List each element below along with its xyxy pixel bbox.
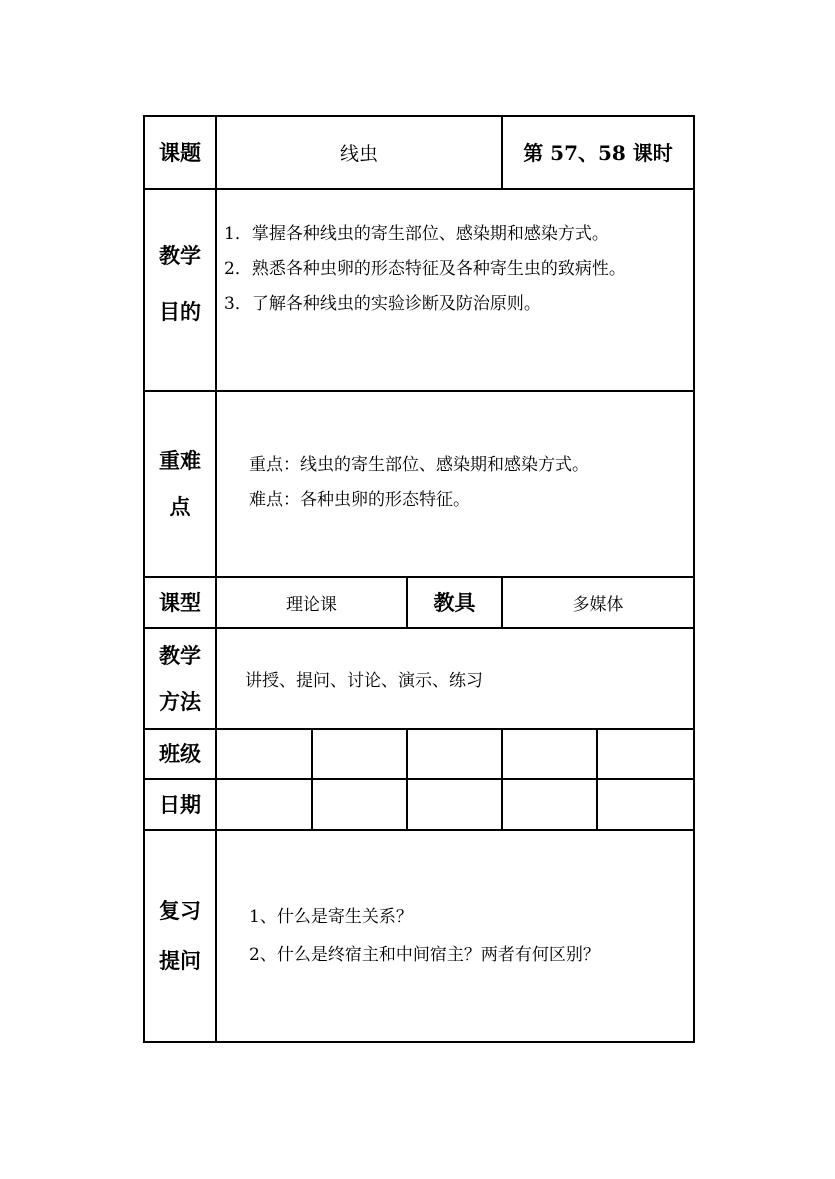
tools-label [408,578,501,627]
goal-item: 3．了解各种线虫的实验诊断及防治原则。 [224,294,541,314]
class-label [145,730,215,778]
topic-title-cell [217,117,501,188]
date-label [145,780,215,829]
row-divider [143,778,695,780]
class-label-text: 班级 [159,742,201,766]
review-label-line1: 复习 [159,899,201,923]
goals-label-line1: 教学 [159,244,201,268]
key-points [249,448,689,518]
goals-label [145,190,215,390]
method-label-line1: 教学 [159,643,201,668]
topic-label-text: 课题 [159,140,201,165]
review-questions [249,898,689,974]
method-label-line2: 方法 [159,689,201,714]
tools-label-text: 教具 [433,590,476,615]
tools-value: 多媒体 [572,595,624,615]
review-label-line2: 提问 [159,949,201,973]
goals-list [224,217,694,322]
date-label-text: 日期 [159,792,201,817]
key-point: 重点：线虫的寄生部位、感染期和感染方式。 [249,455,589,475]
goal-item: 1．掌握各种线虫的寄生部位、感染期和感染方式。 [224,224,609,244]
key-label [145,392,215,576]
topic-label [145,117,215,188]
review-label [145,831,215,1041]
tools-value-cell [503,578,693,627]
type-label-text: 课型 [159,590,201,615]
row-divider [143,390,695,392]
row-divider [143,188,695,190]
blank-cell-divider [311,728,313,830]
key-label-line1: 重难 [159,449,201,473]
review-question: 1、什么是寄生关系？ [249,907,413,927]
table-border-bottom [143,1041,695,1043]
row-divider [143,728,695,730]
blank-cell-divider [406,728,408,830]
method-value: 讲授、提问、讨论、演示、练习 [245,671,483,691]
type-label [145,578,215,627]
row-divider [143,829,695,831]
type-value: 理论课 [286,595,337,615]
type-value-cell [217,578,406,627]
key-label-line2: 点 [169,495,191,519]
period-cell [503,117,693,188]
method-label [145,629,215,728]
topic-title: 线虫 [339,143,378,165]
goal-item: 2．熟悉各种虫卵的形态特征及各种寄生虫的致病性。 [224,259,626,279]
method-value-cell [245,629,685,728]
review-question: 2、什么是终宿主和中间宿主？两者有何区别？ [249,945,600,965]
goals-label-line2: 目的 [159,300,201,324]
blank-cell-divider [501,728,503,830]
difficult-point: 难点：各种虫卵的形态特征。 [249,490,470,510]
period-text: 第 57、58 课时 [523,140,673,165]
blank-cell-divider [596,728,598,830]
